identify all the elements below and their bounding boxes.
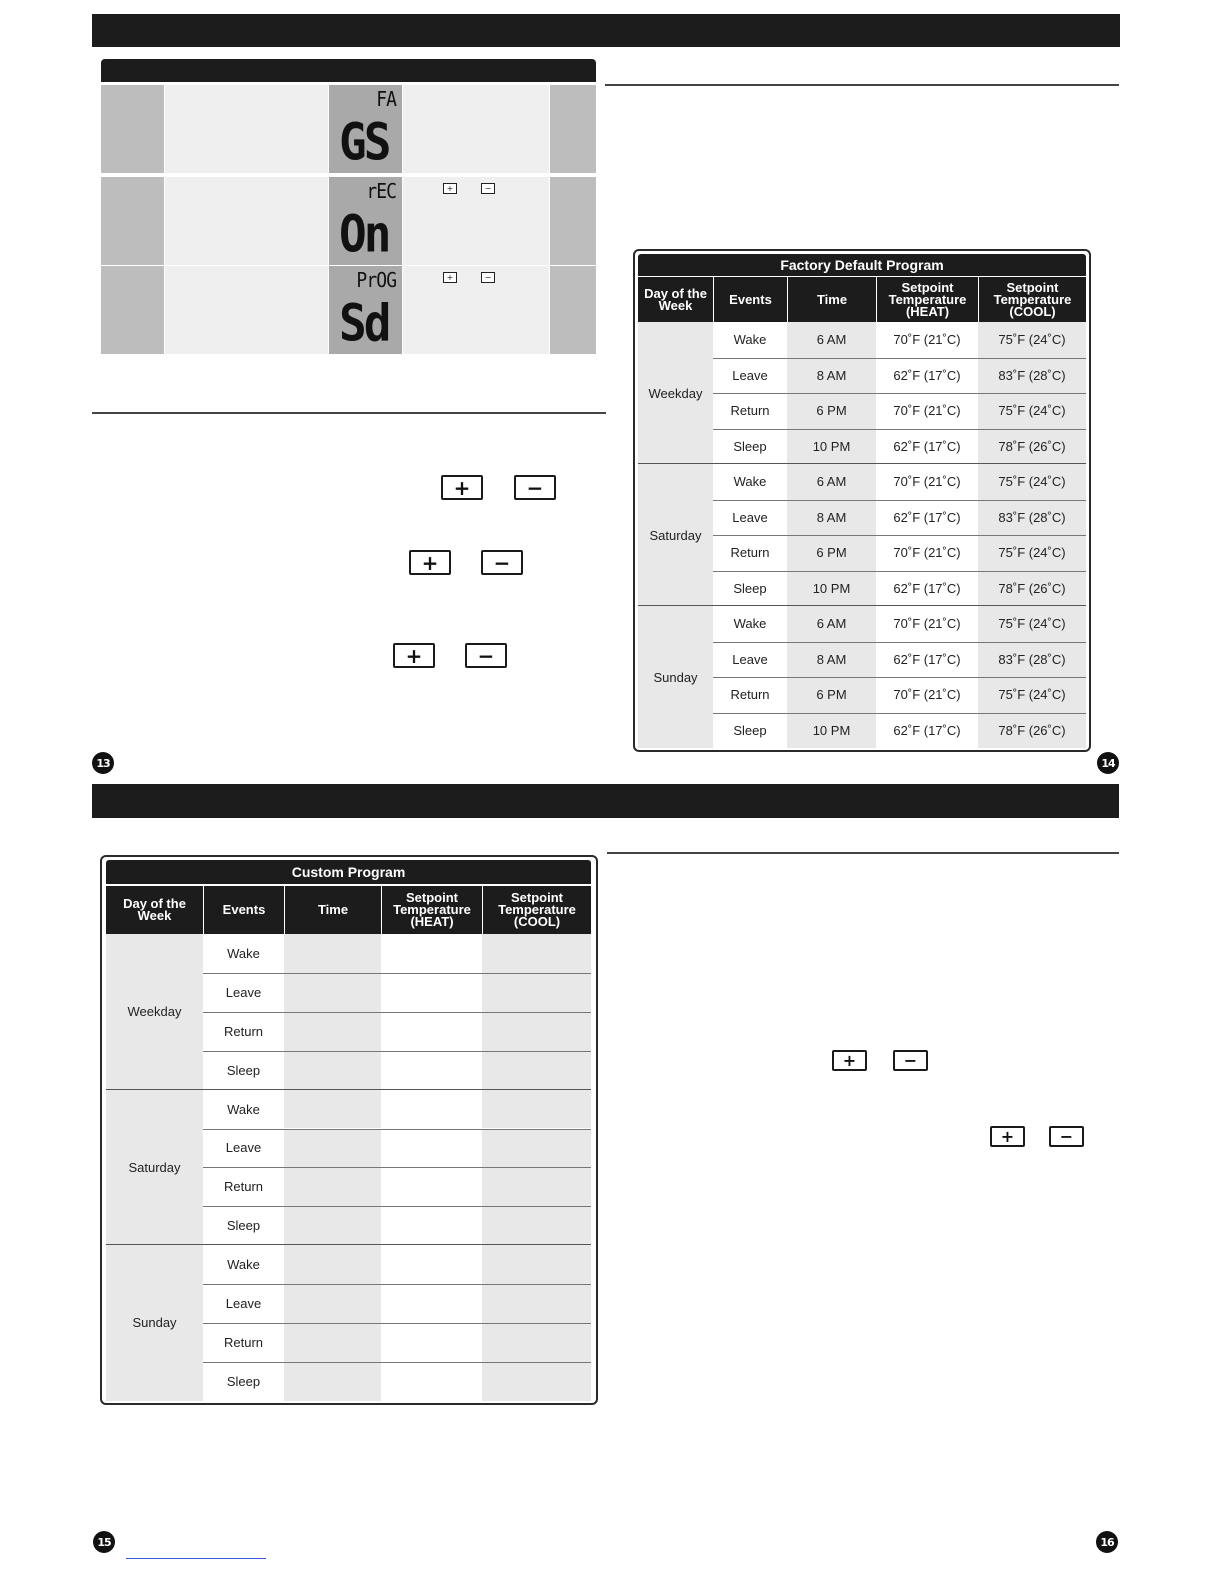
day-cell: Sunday bbox=[106, 1245, 203, 1401]
row-divider bbox=[203, 1012, 591, 1013]
cool-cell[interactable] bbox=[482, 1245, 591, 1284]
lcd-small-text: FA bbox=[376, 87, 396, 111]
cool-cell: 75˚F (24˚C) bbox=[978, 322, 1086, 358]
time-cell[interactable] bbox=[284, 1323, 381, 1362]
heat-cell: 70˚F (21˚C) bbox=[876, 322, 978, 358]
heat-cell[interactable] bbox=[381, 1323, 482, 1362]
day-cell: Saturday bbox=[638, 464, 713, 606]
heat-cell: 62˚F (17˚C) bbox=[876, 642, 978, 678]
settings-row bbox=[101, 85, 596, 173]
table-header-cell: Setpoint Temperature (COOL) bbox=[979, 277, 1086, 322]
plus-button[interactable]: + bbox=[409, 550, 451, 575]
heat-cell[interactable] bbox=[381, 934, 482, 973]
table-header-cell: Time bbox=[285, 886, 381, 934]
settings-cell-left bbox=[101, 85, 164, 173]
time-cell: 8 AM bbox=[787, 642, 876, 678]
lcd-display bbox=[329, 85, 402, 173]
row-divider bbox=[713, 500, 1086, 501]
time-cell: 8 AM bbox=[787, 500, 876, 536]
event-cell: Return bbox=[203, 1323, 284, 1362]
plus-button[interactable]: + bbox=[393, 643, 435, 668]
heat-cell[interactable] bbox=[381, 1284, 482, 1323]
time-cell: 6 PM bbox=[787, 677, 876, 713]
cool-cell[interactable] bbox=[482, 1362, 591, 1401]
event-cell: Return bbox=[203, 1167, 284, 1206]
time-cell[interactable] bbox=[284, 973, 381, 1012]
settings-cell-description bbox=[165, 266, 328, 354]
event-cell: Wake bbox=[713, 464, 787, 500]
heat-cell: 62˚F (17˚C) bbox=[876, 500, 978, 536]
right-section-rule-2 bbox=[607, 852, 1119, 854]
row-divider bbox=[713, 713, 1086, 714]
minus-button[interactable]: − bbox=[514, 475, 556, 500]
time-cell[interactable] bbox=[284, 1167, 381, 1206]
row-divider bbox=[203, 1284, 591, 1285]
heat-cell: 62˚F (17˚C) bbox=[876, 571, 978, 607]
minus-button[interactable]: − bbox=[893, 1050, 928, 1071]
table-header-cell: Setpoint Temperature (HEAT) bbox=[382, 886, 482, 934]
time-cell: 6 PM bbox=[787, 393, 876, 429]
day-cell: Weekday bbox=[106, 934, 203, 1090]
lcd-big-text: On bbox=[339, 204, 389, 264]
heat-cell: 70˚F (21˚C) bbox=[876, 606, 978, 642]
time-cell: 6 AM bbox=[787, 464, 876, 500]
time-cell[interactable] bbox=[284, 934, 381, 973]
time-cell[interactable] bbox=[284, 1090, 381, 1129]
time-cell[interactable] bbox=[284, 1245, 381, 1284]
cool-cell[interactable] bbox=[482, 1090, 591, 1129]
cool-cell: 83˚F (28˚C) bbox=[978, 500, 1086, 536]
cool-cell: 75˚F (24˚C) bbox=[978, 464, 1086, 500]
cool-cell[interactable] bbox=[482, 1129, 591, 1168]
row-divider bbox=[713, 535, 1086, 536]
heat-cell: 70˚F (21˚C) bbox=[876, 393, 978, 429]
table-header-cell: Time bbox=[788, 277, 876, 322]
cool-cell: 75˚F (24˚C) bbox=[978, 677, 1086, 713]
settings-row bbox=[101, 266, 596, 354]
event-cell: Leave bbox=[713, 500, 787, 536]
row-divider bbox=[203, 1051, 591, 1052]
event-cell: Return bbox=[713, 535, 787, 571]
cool-cell: 75˚F (24˚C) bbox=[978, 393, 1086, 429]
right-section-rule bbox=[605, 84, 1119, 86]
event-cell: Wake bbox=[203, 1245, 284, 1284]
settings-table-header bbox=[101, 59, 596, 82]
cool-cell[interactable] bbox=[482, 973, 591, 1012]
cool-cell: 78˚F (26˚C) bbox=[978, 713, 1086, 749]
mini-plus-icon: + bbox=[443, 272, 457, 283]
time-cell: 10 PM bbox=[787, 713, 876, 749]
event-cell: Sleep bbox=[713, 571, 787, 607]
table-header-cell: Events bbox=[204, 886, 284, 934]
cool-cell[interactable] bbox=[482, 1284, 591, 1323]
cool-cell[interactable] bbox=[482, 1051, 591, 1090]
settings-cell-options bbox=[403, 85, 549, 173]
time-cell: 6 AM bbox=[787, 606, 876, 642]
heat-cell: 70˚F (21˚C) bbox=[876, 464, 978, 500]
heat-cell: 70˚F (21˚C) bbox=[876, 535, 978, 571]
heat-cell: 70˚F (21˚C) bbox=[876, 677, 978, 713]
row-divider bbox=[713, 677, 1086, 678]
event-cell: Sleep bbox=[713, 429, 787, 465]
row-divider bbox=[203, 1167, 591, 1168]
event-cell: Wake bbox=[713, 606, 787, 642]
row-divider bbox=[203, 1323, 591, 1324]
page-number-15: 15 bbox=[93, 1531, 115, 1553]
left-section-rule bbox=[92, 412, 606, 414]
day-cell: Sunday bbox=[638, 606, 713, 748]
row-divider bbox=[713, 642, 1086, 643]
table-header-cell: Setpoint Temperature (HEAT) bbox=[877, 277, 978, 322]
row-divider bbox=[203, 1129, 591, 1130]
row-divider bbox=[713, 358, 1086, 359]
table-header-cell: Day of the Week bbox=[106, 886, 203, 934]
row-divider bbox=[713, 393, 1086, 394]
table-title: Custom Program bbox=[106, 860, 591, 884]
cool-cell[interactable] bbox=[482, 1323, 591, 1362]
minus-button[interactable]: − bbox=[1049, 1126, 1084, 1147]
time-cell[interactable] bbox=[284, 1284, 381, 1323]
time-cell: 6 AM bbox=[787, 322, 876, 358]
heat-cell: 62˚F (17˚C) bbox=[876, 429, 978, 465]
bottom-header-bar bbox=[92, 784, 1119, 818]
footer-link-underline[interactable] bbox=[126, 1558, 266, 1559]
time-cell[interactable] bbox=[284, 1362, 381, 1401]
cool-cell: 78˚F (26˚C) bbox=[978, 429, 1086, 465]
plus-button[interactable]: + bbox=[990, 1126, 1025, 1147]
day-cell: Saturday bbox=[106, 1090, 203, 1246]
plus-button[interactable]: + bbox=[832, 1050, 867, 1071]
time-cell[interactable] bbox=[284, 1129, 381, 1168]
heat-cell[interactable] bbox=[381, 1051, 482, 1090]
settings-row bbox=[101, 177, 596, 265]
lcd-display bbox=[329, 266, 402, 354]
heat-cell[interactable] bbox=[381, 1167, 482, 1206]
table-title: Factory Default Program bbox=[638, 254, 1086, 276]
mini-minus-icon: − bbox=[481, 183, 495, 194]
table-header-cell: Day of the Week bbox=[638, 277, 713, 322]
minus-button[interactable]: − bbox=[481, 550, 523, 575]
event-cell: Leave bbox=[203, 1129, 284, 1168]
row-divider bbox=[203, 973, 591, 974]
settings-cell-description bbox=[165, 85, 328, 173]
event-cell: Wake bbox=[203, 934, 284, 973]
cool-cell: 75˚F (24˚C) bbox=[978, 535, 1086, 571]
minus-button[interactable]: − bbox=[465, 643, 507, 668]
page-number-16: 16 bbox=[1096, 1531, 1118, 1553]
settings-cell-options bbox=[403, 177, 549, 265]
heat-cell[interactable] bbox=[381, 1245, 482, 1284]
lcd-small-text: PrOG bbox=[356, 268, 396, 292]
heat-cell[interactable] bbox=[381, 1129, 482, 1168]
day-cell: Weekday bbox=[638, 322, 713, 464]
page-number-14: 14 bbox=[1097, 752, 1119, 774]
cool-cell[interactable] bbox=[482, 1206, 591, 1245]
cool-cell: 83˚F (28˚C) bbox=[978, 642, 1086, 678]
cool-cell: 78˚F (26˚C) bbox=[978, 571, 1086, 607]
settings-cell-options bbox=[403, 266, 549, 354]
top-header-bar bbox=[92, 14, 1120, 47]
settings-cell-left bbox=[101, 266, 164, 354]
time-cell[interactable] bbox=[284, 1051, 381, 1090]
event-cell: Sleep bbox=[203, 1206, 284, 1245]
settings-cell-right bbox=[550, 177, 596, 265]
cool-cell[interactable] bbox=[482, 1012, 591, 1051]
heat-cell[interactable] bbox=[381, 1090, 482, 1129]
lcd-big-text: GS bbox=[339, 112, 389, 172]
event-cell: Return bbox=[713, 677, 787, 713]
heat-cell: 62˚F (17˚C) bbox=[876, 358, 978, 394]
mini-plus-icon: + bbox=[443, 183, 457, 194]
table-header-cell: Setpoint Temperature (COOL) bbox=[483, 886, 591, 934]
table-header-cell: Events bbox=[714, 277, 787, 322]
lcd-small-text: rEC bbox=[366, 179, 396, 203]
heat-cell[interactable] bbox=[381, 1012, 482, 1051]
event-cell: Return bbox=[713, 393, 787, 429]
event-cell: Return bbox=[203, 1012, 284, 1051]
time-cell: 6 PM bbox=[787, 535, 876, 571]
page-number-13: 13 bbox=[92, 752, 114, 774]
settings-cell-left bbox=[101, 177, 164, 265]
event-cell: Leave bbox=[713, 642, 787, 678]
heat-cell[interactable] bbox=[381, 1206, 482, 1245]
cool-cell[interactable] bbox=[482, 1167, 591, 1206]
row-divider bbox=[203, 1362, 591, 1363]
lcd-big-text: Sd bbox=[339, 293, 389, 353]
event-cell: Wake bbox=[713, 322, 787, 358]
time-cell[interactable] bbox=[284, 1206, 381, 1245]
settings-cell-description bbox=[165, 177, 328, 265]
time-cell: 10 PM bbox=[787, 429, 876, 465]
event-cell: Leave bbox=[203, 973, 284, 1012]
event-cell: Sleep bbox=[713, 713, 787, 749]
settings-cell-right bbox=[550, 266, 596, 354]
event-cell: Leave bbox=[203, 1284, 284, 1323]
mini-minus-icon: − bbox=[481, 272, 495, 283]
cool-cell: 75˚F (24˚C) bbox=[978, 606, 1086, 642]
row-divider bbox=[203, 1206, 591, 1207]
settings-cell-right bbox=[550, 85, 596, 173]
time-cell: 8 AM bbox=[787, 358, 876, 394]
lcd-display bbox=[329, 177, 402, 265]
row-divider bbox=[713, 571, 1086, 572]
cool-cell[interactable] bbox=[482, 934, 591, 973]
time-cell[interactable] bbox=[284, 1012, 381, 1051]
cool-cell: 83˚F (28˚C) bbox=[978, 358, 1086, 394]
heat-cell: 62˚F (17˚C) bbox=[876, 713, 978, 749]
heat-cell[interactable] bbox=[381, 973, 482, 1012]
event-cell: Sleep bbox=[203, 1051, 284, 1090]
plus-button[interactable]: + bbox=[441, 475, 483, 500]
event-cell: Wake bbox=[203, 1090, 284, 1129]
event-cell: Sleep bbox=[203, 1362, 284, 1401]
time-cell: 10 PM bbox=[787, 571, 876, 607]
heat-cell[interactable] bbox=[381, 1362, 482, 1401]
event-cell: Leave bbox=[713, 358, 787, 394]
row-divider bbox=[713, 429, 1086, 430]
